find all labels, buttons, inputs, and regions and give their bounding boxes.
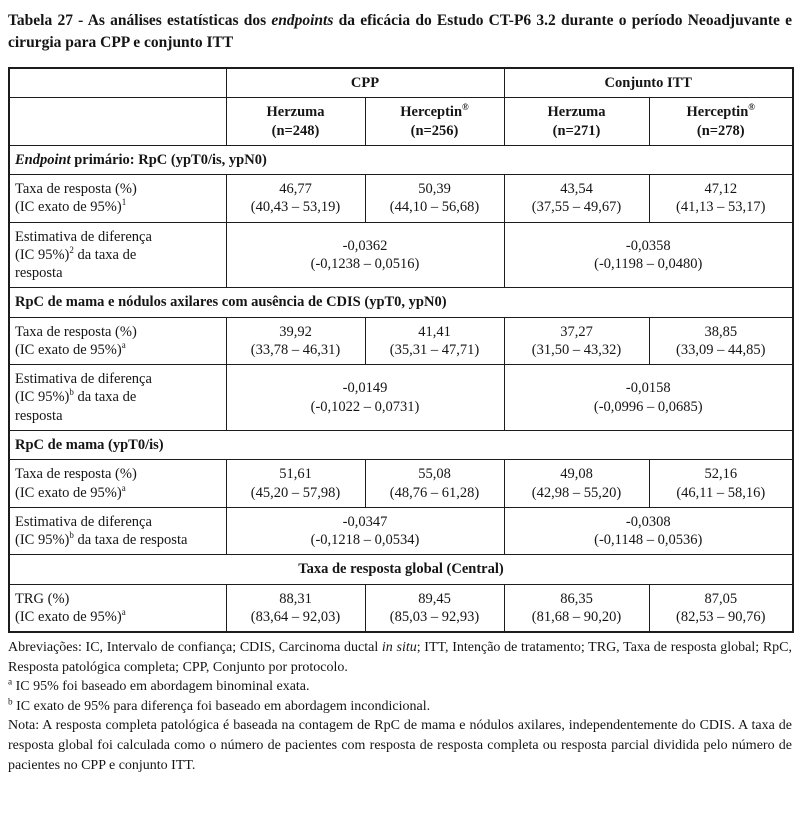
table-row-s2-rate xyxy=(9,317,793,365)
col-header-herzuma-itt xyxy=(504,98,649,146)
confidence-interval: (31,50 – 43,32) xyxy=(531,341,622,358)
trademark-mark: ® xyxy=(748,102,755,113)
section-header-row-rpc-cdis xyxy=(9,288,793,317)
corner-blank-cell xyxy=(9,98,226,146)
value: 37,27 xyxy=(560,323,593,340)
value: 46,77 xyxy=(279,181,312,198)
value-cell xyxy=(649,175,793,223)
confidence-interval: (42,98 – 55,20) xyxy=(531,484,622,501)
value-cell xyxy=(365,460,504,508)
value-cell xyxy=(226,460,365,508)
value: 47,12 xyxy=(704,181,738,198)
confidence-interval: (-0,1238 – 0,0516) xyxy=(310,255,420,272)
sample-size: (n=271) xyxy=(552,122,601,139)
footnote-ref: a xyxy=(121,340,126,351)
row-label-difference-estimate xyxy=(9,365,226,431)
value: 41,41 xyxy=(418,323,451,340)
row-label-difference-estimate xyxy=(9,222,226,288)
value: 86,35 xyxy=(560,590,593,607)
label-line-2: (IC exato de 95%) xyxy=(15,199,122,216)
merged-value-cell-cpp xyxy=(226,222,504,288)
sample-size: (n=256) xyxy=(410,122,459,139)
value: -0,0362 xyxy=(342,237,388,254)
confidence-interval: (81,68 – 90,20) xyxy=(531,608,622,625)
row-label-difference-estimate xyxy=(9,507,226,555)
section-title-global-response: Taxa de resposta global (Central) xyxy=(9,555,793,584)
value: 89,45 xyxy=(418,590,451,607)
value-cell xyxy=(504,584,649,632)
table-row-s1-rate xyxy=(9,175,793,223)
confidence-interval: (33,78 – 46,31) xyxy=(250,341,341,358)
value-cell xyxy=(365,584,504,632)
footnote-ref: 2 xyxy=(69,245,74,256)
label-line-2: (IC exato de 95%) xyxy=(15,341,122,358)
merged-value-cell-cpp xyxy=(226,365,504,431)
footnote-b-marker: b xyxy=(8,696,13,707)
abbrev-text-1: Abreviações: IC, Intervalo de confiança; CDIS, Carcinoma ductal xyxy=(8,640,382,656)
general-note: Nota: A resposta completa patológica é baseada na contagem de RpC de mama e nódulos axilares, independentemente do CDIS. A taxa de resposta global foi calculada como o número de pacientes com resposta de resposta completa ou resposta parcial dividida pelo número de pacientes no CPP e conjunto ITT. xyxy=(8,718,792,773)
col-header-herceptin-itt xyxy=(649,98,793,146)
confidence-interval: (44,10 – 56,68) xyxy=(389,199,480,216)
merged-value-cell-itt xyxy=(504,507,793,555)
value: 39,92 xyxy=(279,323,312,340)
label-line-1: Taxa de resposta (%) xyxy=(15,466,137,483)
table-row-s2-difference xyxy=(9,365,793,431)
col-group-cpp: CPP xyxy=(226,68,504,98)
sample-size: (n=278) xyxy=(696,122,745,139)
section-header-row-rpc-mama xyxy=(9,430,793,459)
value: -0,0308 xyxy=(625,513,671,530)
footnote-a-text: IC 95% foi baseado em abordagem binominal exata. xyxy=(12,679,310,695)
drug-name: Herzuma xyxy=(266,104,325,121)
value: -0,0358 xyxy=(625,237,671,254)
drug-name: Herceptin xyxy=(400,104,463,121)
trademark-mark: ® xyxy=(462,102,469,113)
value-cell xyxy=(365,317,504,365)
value: 88,31 xyxy=(279,590,312,607)
label-line-1: Estimativa de diferença xyxy=(15,228,152,245)
value: 49,08 xyxy=(560,466,593,483)
sample-size: (n=248) xyxy=(271,122,320,139)
value: -0,0158 xyxy=(625,380,671,397)
corner-blank-cell xyxy=(9,68,226,98)
section-header-row-global-response xyxy=(9,555,793,584)
caption-italic-endpoints: endpoints xyxy=(271,12,334,29)
value-cell xyxy=(226,317,365,365)
value-cell xyxy=(504,175,649,223)
stats-table xyxy=(8,67,794,633)
label-line-2b: da taxa de xyxy=(73,246,137,263)
merged-value-cell-cpp xyxy=(226,507,504,555)
confidence-interval: (85,03 – 92,93) xyxy=(389,608,480,625)
value: 52,16 xyxy=(704,466,738,483)
footnote-a xyxy=(8,677,792,697)
confidence-interval: (-0,1022 – 0,0731) xyxy=(310,398,420,415)
value-cell xyxy=(649,460,793,508)
label-line-2a: (IC 95%) xyxy=(15,532,70,549)
label-line-2a: (IC 95%) xyxy=(15,246,70,263)
label-line-2b: da taxa de resposta xyxy=(73,532,188,549)
row-label-response-rate xyxy=(9,175,226,223)
endpoint-italic: Endpoint xyxy=(15,151,71,168)
label-line-2b: da taxa de xyxy=(73,389,137,406)
caption-text-2: da eficácia do Estudo CT-P6 3.2 durante o período Neoadjuvante e cirurgia para CPP e conjunto ITT xyxy=(8,12,792,51)
label-line-1: TRG (%) xyxy=(15,590,70,607)
value: -0,0149 xyxy=(342,380,388,397)
row-label-response-rate xyxy=(9,317,226,365)
section-title-text: primário: RpC (ypT0/is, ypN0) xyxy=(70,151,267,168)
abbreviations-note xyxy=(8,638,792,677)
value: 43,54 xyxy=(560,181,593,198)
confidence-interval: (-0,1218 – 0,0534) xyxy=(310,532,420,549)
value-cell xyxy=(365,175,504,223)
confidence-interval: (35,31 – 47,71) xyxy=(389,341,480,358)
col-header-herceptin-cpp xyxy=(365,98,504,146)
col-header-herzuma-cpp xyxy=(226,98,365,146)
confidence-interval: (82,53 – 90,76) xyxy=(676,608,766,625)
confidence-interval: (40,43 – 53,19) xyxy=(250,199,341,216)
value: 55,08 xyxy=(418,466,451,483)
value: 38,85 xyxy=(704,323,738,340)
confidence-interval: (-0,1148 – 0,0536) xyxy=(594,532,703,549)
abbrev-italic-in-situ: in situ xyxy=(381,640,417,656)
section-title-primary-endpoint xyxy=(9,145,793,174)
abbrev-text-2: ; ITT, Intenção de tratamento; TRG, Taxa de resposta global; RpC, Resposta patológica completa; CPP, Conjunto por protocolo. xyxy=(8,640,793,675)
confidence-interval: (33,09 – 44,85) xyxy=(676,341,766,358)
label-line-2: (IC exato de 95%) xyxy=(15,608,122,625)
drug-name: Herzuma xyxy=(547,104,606,121)
value: 50,39 xyxy=(418,181,451,198)
label-line-1: Estimativa de diferença xyxy=(15,513,152,530)
label-line-1: Estimativa de diferença xyxy=(15,371,152,388)
table-row-s3-difference xyxy=(9,507,793,555)
confidence-interval: (83,64 – 92,03) xyxy=(250,608,341,625)
label-line-1: Taxa de resposta (%) xyxy=(15,181,137,198)
label-line-2a: (IC 95%) xyxy=(15,389,70,406)
confidence-interval: (48,76 – 61,28) xyxy=(389,484,480,501)
table-caption xyxy=(8,10,792,54)
footnote-ref: b xyxy=(69,530,74,541)
column-header-row xyxy=(9,98,793,146)
value: 87,05 xyxy=(704,590,738,607)
row-label-response-rate xyxy=(9,460,226,508)
caption-text-1: Tabela 27 - As análises estatísticas dos xyxy=(8,12,272,29)
col-group-itt: Conjunto ITT xyxy=(504,68,793,98)
footnote-ref: a xyxy=(121,482,126,493)
confidence-interval: (41,13 – 53,17) xyxy=(676,199,766,216)
confidence-interval: (-0,0996 – 0,0685) xyxy=(593,398,703,415)
section-title-rpc-mama: RpC de mama (ypT0/is) xyxy=(9,430,793,459)
value-cell xyxy=(226,584,365,632)
table-row-s4-trg xyxy=(9,584,793,632)
value-cell xyxy=(649,317,793,365)
group-header-row xyxy=(9,68,793,98)
footnote-b-text: IC exato de 95% para diferença foi baseado em abordagem incondicional. xyxy=(12,698,431,714)
value-cell xyxy=(649,584,793,632)
label-line-3: resposta xyxy=(15,407,63,424)
value-cell xyxy=(226,175,365,223)
label-line-1: Taxa de resposta (%) xyxy=(15,323,137,340)
confidence-interval: (-0,1198 – 0,0480) xyxy=(594,255,703,272)
drug-name: Herceptin xyxy=(686,104,749,121)
value: 51,61 xyxy=(279,466,312,483)
footnote-ref: 1 xyxy=(121,197,127,208)
value: -0,0347 xyxy=(342,513,388,530)
footnote-ref: b xyxy=(69,387,74,398)
footnotes xyxy=(8,638,792,775)
footnote-a-marker: a xyxy=(8,676,13,687)
section-title-rpc-cdis: RpC de mama e nódulos axilares com ausência de CDIS (ypT0, ypN0) xyxy=(9,288,793,317)
value-cell xyxy=(504,317,649,365)
row-label-trg xyxy=(9,584,226,632)
footnote-ref: a xyxy=(121,607,126,618)
value-cell xyxy=(504,460,649,508)
section-header-row-primary-endpoint xyxy=(9,145,793,174)
confidence-interval: (46,11 – 58,16) xyxy=(676,484,766,501)
merged-value-cell-itt xyxy=(504,222,793,288)
footnote-b xyxy=(8,697,792,717)
confidence-interval: (45,20 – 57,98) xyxy=(250,484,341,501)
table-row-s1-difference xyxy=(9,222,793,288)
confidence-interval: (37,55 – 49,67) xyxy=(531,199,622,216)
table-row-s3-rate xyxy=(9,460,793,508)
label-line-3: resposta xyxy=(15,265,63,282)
merged-value-cell-itt xyxy=(504,365,793,431)
label-line-2: (IC exato de 95%) xyxy=(15,484,122,501)
